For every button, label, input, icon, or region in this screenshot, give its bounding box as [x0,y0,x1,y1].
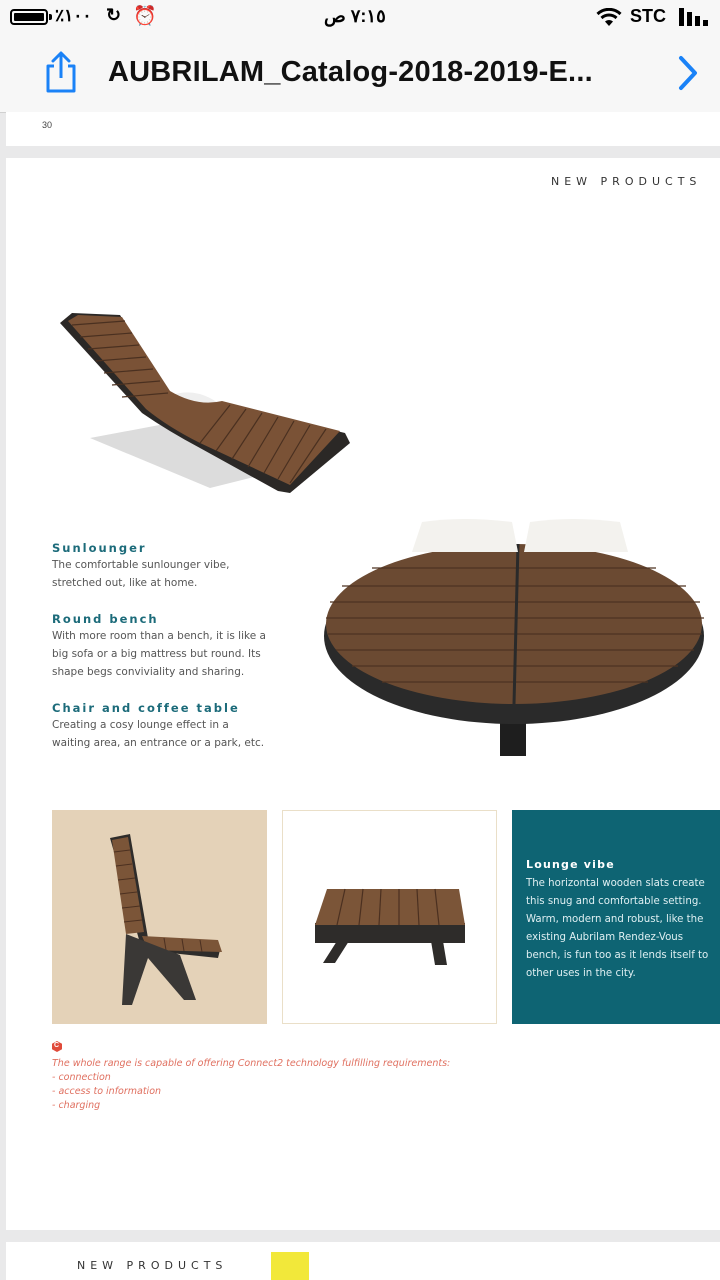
signal-icon [679,8,711,26]
status-time: ٧:١٥ ص [324,6,386,26]
share-icon[interactable] [42,50,80,94]
round-bench-image [322,516,720,761]
lounge-vibe-desc: The horizontal wooden slats create this snug and comfortable setting. Warm, modern and robust, like the existing Aubrilam Rendez-Vous bench, is fun too as it lends itself to other uses in the city. [526,878,709,979]
document-toolbar [0,34,720,113]
next-page-heading: NEW PRODUCTS [77,1259,228,1272]
battery-percent: ٪١٠٠ [55,6,92,25]
sunlounger-image [50,303,360,503]
chair-coffee-title: Chair and coffee table [52,701,240,715]
sunlounger-desc: The comfortable sunlounger vibe, stretched out, like at home. [52,559,230,589]
connect2-badge-letter: C [54,1042,60,1049]
page-heading: NEW PRODUCTS [551,175,702,188]
wifi-icon [596,8,622,27]
carrier-name: STC [630,6,666,26]
round-bench-desc: With more room than a bench, it is like a big sofa or a big mattress but round. Its shape begs conviviality and sharing. [52,630,266,678]
document-title: AUBRILAM_Catalog-2018-2019-E... [108,56,593,88]
connect2-item-charging: - charging [52,1100,101,1111]
chair-image-box [52,810,267,1024]
catalog-page [6,158,720,1230]
chair-coffee-desc: Creating a cosy lounge effect in a waiting area, an entrance or a park, etc. [52,719,265,749]
page-number: 30 [42,120,53,130]
connect2-item-information: - access to information [52,1086,162,1097]
battery-icon [10,9,48,25]
chevron-right-icon[interactable] [676,54,700,92]
coffee-table-image [283,811,498,1025]
next-page [6,1242,720,1280]
accent-block [271,1252,309,1280]
round-bench-title: Round bench [52,612,159,626]
sunlounger-title: Sunlounger [52,541,147,555]
chair-image [52,810,267,1024]
lounge-vibe-title: Lounge vibe [526,858,615,871]
connect2-item-connection: - connection [52,1072,111,1083]
alarm-icon: ⏰ [133,6,157,27]
orientation-lock-icon: ↻ [106,5,122,25]
lounge-vibe-box [512,810,720,1024]
connect2-note: The whole range is capable of offering Connect2 technology fulfilling requirements: [52,1058,451,1069]
coffee-table-image-box [282,810,497,1024]
status-bar [0,0,720,34]
previous-page [6,112,720,146]
